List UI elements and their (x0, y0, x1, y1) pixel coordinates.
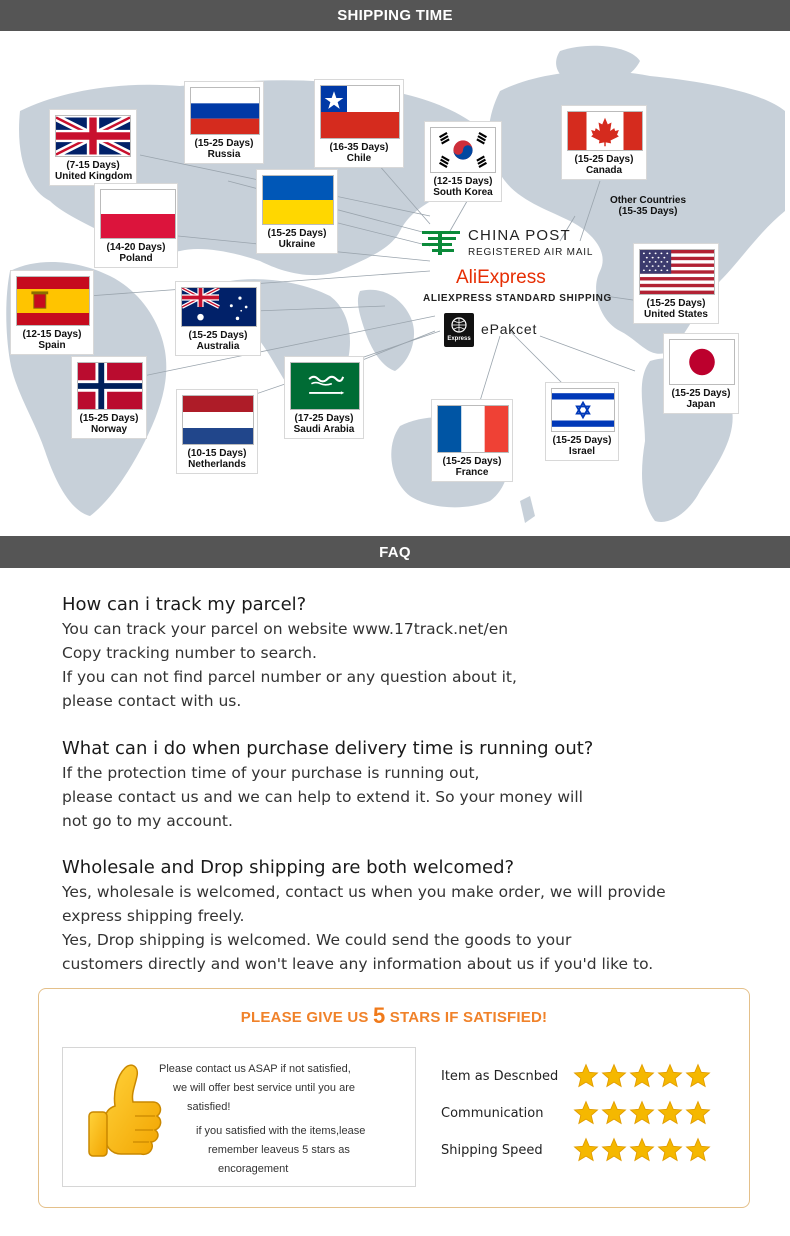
uk-flag-icon (55, 115, 131, 157)
star-icon (629, 1063, 655, 1089)
five-stars-title-before: PLEASE GIVE US (240, 1009, 369, 1026)
chile-country: Chile (346, 153, 372, 164)
canada-flag-icon (567, 111, 643, 151)
satisfaction-message-line: encoragement (218, 1163, 289, 1175)
star-icon (685, 1063, 711, 1089)
rating-row-item-as-described (441, 1061, 711, 1091)
flag-card-uk (49, 109, 137, 186)
satisfaction-message-line: Please contact us ASAP if not satisfied, (159, 1063, 351, 1075)
chile-days: (16-35 Days) (329, 142, 389, 153)
faq-item (62, 593, 742, 713)
rating-row-communication (441, 1098, 711, 1128)
flag-card-saudi-arabia (284, 356, 364, 439)
rating-label: Communication (441, 1105, 544, 1121)
epakcet-icon (444, 313, 474, 347)
faq-question: How can i track my parcel? (62, 594, 307, 615)
faq-question: What can i do when purchase delivery time is running out? (62, 738, 594, 759)
shipping-map (0, 31, 790, 536)
rating-row-shipping-speed (441, 1135, 711, 1165)
faq-item (62, 856, 742, 976)
faq-answer-line: customers directly and won't leave any information about us if you'd like to. (62, 955, 654, 973)
star-icon (601, 1063, 627, 1089)
flag-card-ukraine (256, 169, 338, 254)
japan-flag-icon (669, 339, 735, 385)
faq-answer-line: If you can not find parcel number or any question about it, (62, 668, 517, 686)
flag-card-japan (663, 333, 739, 414)
star-icon (685, 1100, 711, 1126)
star-icon (573, 1100, 599, 1126)
flag-card-south-korea (424, 121, 502, 202)
faq-item (62, 737, 742, 833)
faq-header (0, 536, 790, 568)
faq-title: FAQ (379, 543, 411, 561)
epakcet-logo-text: Express (447, 336, 471, 342)
star-group (573, 1100, 711, 1126)
five-stars-title (39, 1003, 749, 1029)
spain-country: Spain (38, 340, 66, 351)
faq-question: Wholesale and Drop shipping are both welcomed? (62, 857, 515, 878)
star-icon (573, 1063, 599, 1089)
netherlands-days: (10-15 Days) (187, 448, 247, 459)
canada-country: Canada (585, 165, 623, 176)
south-korea-flag-icon (430, 127, 496, 173)
saudi-arabia-country: Saudi Arabia (293, 424, 355, 435)
canada-days: (15-25 Days) (574, 154, 634, 165)
star-icon (657, 1100, 683, 1126)
faq-answer-line: please contact with us. (62, 692, 242, 710)
thumbs-up-icon (87, 1062, 163, 1162)
flag-card-netherlands (176, 389, 258, 474)
china-post-icon (420, 227, 462, 257)
south-korea-days: (12-15 Days) (433, 176, 493, 187)
russia-flag-icon (190, 87, 260, 135)
norway-flag-icon (77, 362, 143, 410)
satisfaction-message-line: remember leaveus 5 stars as (208, 1144, 350, 1156)
faq-answer-line: not go to my account. (62, 812, 233, 830)
flag-card-france (431, 399, 513, 482)
star-group (573, 1063, 711, 1089)
faq-answer-line: please contact us and we can help to extend it. So your money will (62, 788, 583, 806)
france-country: France (455, 467, 489, 478)
australia-days: (15-25 Days) (188, 330, 248, 341)
flag-card-australia (175, 281, 261, 356)
star-icon (573, 1137, 599, 1163)
star-icon (601, 1137, 627, 1163)
flag-card-chile (314, 79, 404, 168)
flag-card-norway (71, 356, 147, 439)
flag-card-israel (545, 382, 619, 461)
uk-days: (7-15 Days) (66, 160, 120, 171)
ukraine-flag-icon (262, 175, 334, 225)
star-icon (629, 1137, 655, 1163)
aliexpress-logo: AliExpress (456, 267, 546, 288)
south-korea-country: South Korea (433, 187, 493, 198)
israel-flag-icon (551, 388, 615, 432)
netherlands-country: Netherlands (188, 459, 246, 470)
faq-answer-line: You can track your parcel on website www.17track.net/en (62, 620, 509, 638)
faq-answer-line: If the protection time of your purchase is running out, (62, 764, 480, 782)
faq-answer-line: Yes, wholesale is welcomed, contact us when you make order, we will provide (62, 883, 666, 901)
russia-days: (15-25 Days) (194, 138, 254, 149)
saudi-arabia-flag-icon (290, 362, 360, 410)
australia-country: Australia (196, 341, 240, 352)
star-icon (657, 1137, 683, 1163)
star-icon (629, 1100, 655, 1126)
flag-card-canada (561, 105, 647, 180)
china-post-name: CHINA POST (468, 227, 571, 244)
usa-flag-icon (639, 249, 715, 295)
ukraine-country: Ukraine (278, 239, 316, 250)
poland-flag-icon (100, 189, 176, 239)
five-stars-title-number: 5 (372, 1003, 386, 1028)
spain-flag-icon (16, 276, 90, 326)
faq-answer-line: express shipping freely. (62, 907, 245, 925)
china-post-sub: REGISTERED AIR MAIL (468, 247, 594, 258)
flag-card-poland (94, 183, 178, 268)
satisfaction-message-line: we will offer best service until you are (173, 1082, 355, 1094)
rating-label: Item as Descnbed (441, 1068, 559, 1084)
uk-country: United Kingdom (55, 171, 133, 182)
flag-card-russia (184, 81, 264, 164)
poland-days: (14-20 Days) (106, 242, 166, 253)
japan-country: Japan (686, 399, 716, 410)
israel-days: (15-25 Days) (552, 435, 612, 446)
satisfaction-message-line: if you satisfied with the items,lease (196, 1125, 366, 1137)
other-countries-label: Other Countries (609, 195, 687, 206)
star-icon (685, 1137, 711, 1163)
ukraine-days: (15-25 Days) (267, 228, 327, 239)
flag-card-usa (633, 243, 719, 324)
france-days: (15-25 Days) (442, 456, 502, 467)
epakcet-name: ePakcet (481, 321, 538, 337)
flag-card-spain (10, 270, 94, 355)
star-icon (657, 1063, 683, 1089)
usa-days: (15-25 Days) (646, 298, 706, 309)
netherlands-flag-icon (182, 395, 254, 445)
poland-country: Poland (119, 253, 153, 264)
israel-country: Israel (568, 446, 596, 457)
satisfaction-message-box (62, 1047, 416, 1187)
norway-days: (15-25 Days) (79, 413, 139, 424)
australia-flag-icon (181, 287, 257, 327)
spain-days: (12-15 Days) (22, 329, 82, 340)
shipping-time-header (0, 0, 790, 31)
other-countries (600, 195, 696, 217)
satisfaction-message-line: satisfied! (187, 1101, 231, 1113)
japan-days: (15-25 Days) (671, 388, 731, 399)
russia-country: Russia (207, 149, 241, 160)
chile-flag-icon (320, 85, 400, 139)
five-stars-title-after: STARS IF SATISFIED! (389, 1009, 548, 1026)
norway-country: Norway (90, 424, 128, 435)
five-stars-panel (38, 988, 750, 1208)
saudi-arabia-days: (17-25 Days) (294, 413, 354, 424)
rating-label: Shipping Speed (441, 1142, 543, 1158)
faq-answer-line: Copy tracking number to search. (62, 644, 317, 662)
usa-country: United States (644, 309, 708, 320)
france-flag-icon (437, 405, 509, 453)
aliexpress-sub: ALIEXPRESS STANDARD SHIPPING (423, 293, 612, 304)
star-icon (601, 1100, 627, 1126)
other-countries-days: (15-35 Days) (618, 206, 678, 217)
faq-answer-line: Yes, Drop shipping is welcomed. We could send the goods to your (62, 931, 572, 949)
shipping-time-title: SHIPPING TIME (337, 7, 453, 24)
star-group (573, 1137, 711, 1163)
